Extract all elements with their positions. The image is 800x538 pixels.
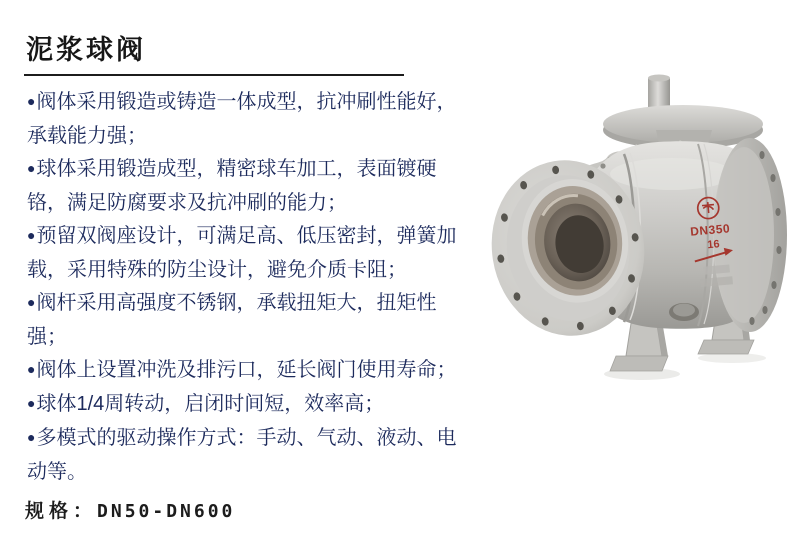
drain-boss — [669, 303, 699, 321]
valve-illustration — [486, 58, 798, 398]
valve-pressure-marking: 16 — [706, 238, 721, 252]
bullet-icon: ● — [27, 160, 36, 176]
title-underline — [24, 74, 404, 76]
spec-value: DN50-DN600 — [97, 501, 236, 522]
feature-text: 预留双阀座设计，可满足高、低压密封，弹簧加载，采用特殊的防尘设计，避免介质卡阻； — [27, 225, 457, 281]
feature-item — [27, 153, 474, 220]
ground-shadow-right — [698, 353, 766, 363]
feature-item — [27, 220, 474, 287]
bullet-icon: ● — [27, 227, 36, 243]
bullet-icon: ● — [27, 361, 36, 377]
feature-text: 阀体采用锻造或铸造一体成型，抗冲刷性能好，承载能力强； — [27, 91, 457, 147]
feature-text: 多模式的驱动操作方式：手动、气动、液动、电动等。 — [27, 427, 457, 483]
feature-text: 阀杆采用高强度不锈钢，承载扭矩大，扭矩性强； — [27, 292, 437, 348]
bullet-icon: ● — [27, 294, 36, 310]
bullet-icon: ● — [27, 93, 36, 109]
page-title: 泥浆球阀 — [26, 35, 146, 65]
spec-label: 规格： — [25, 501, 98, 522]
feature-item — [27, 354, 474, 388]
feature-text: 阀体上设置冲洗及排污口，延长阀门使用寿命； — [36, 359, 457, 381]
feature-text: 球体采用锻造成型，精密球车加工，表面镀硬铬，满足防腐要求及抗冲刷的能力； — [27, 158, 437, 214]
spec-line — [25, 496, 235, 523]
feature-text: 球体1/4周转动，启闭时间短，效率高； — [36, 393, 385, 415]
bullet-icon: ● — [27, 429, 36, 445]
feature-list — [27, 86, 474, 489]
feature-item — [27, 86, 474, 153]
feature-item — [27, 388, 474, 422]
valve-size-marking: DN350 — [689, 221, 731, 239]
feature-item — [27, 287, 474, 354]
bullet-icon: ● — [27, 395, 36, 411]
feature-item — [27, 422, 474, 489]
valve-product-photo — [486, 58, 798, 398]
